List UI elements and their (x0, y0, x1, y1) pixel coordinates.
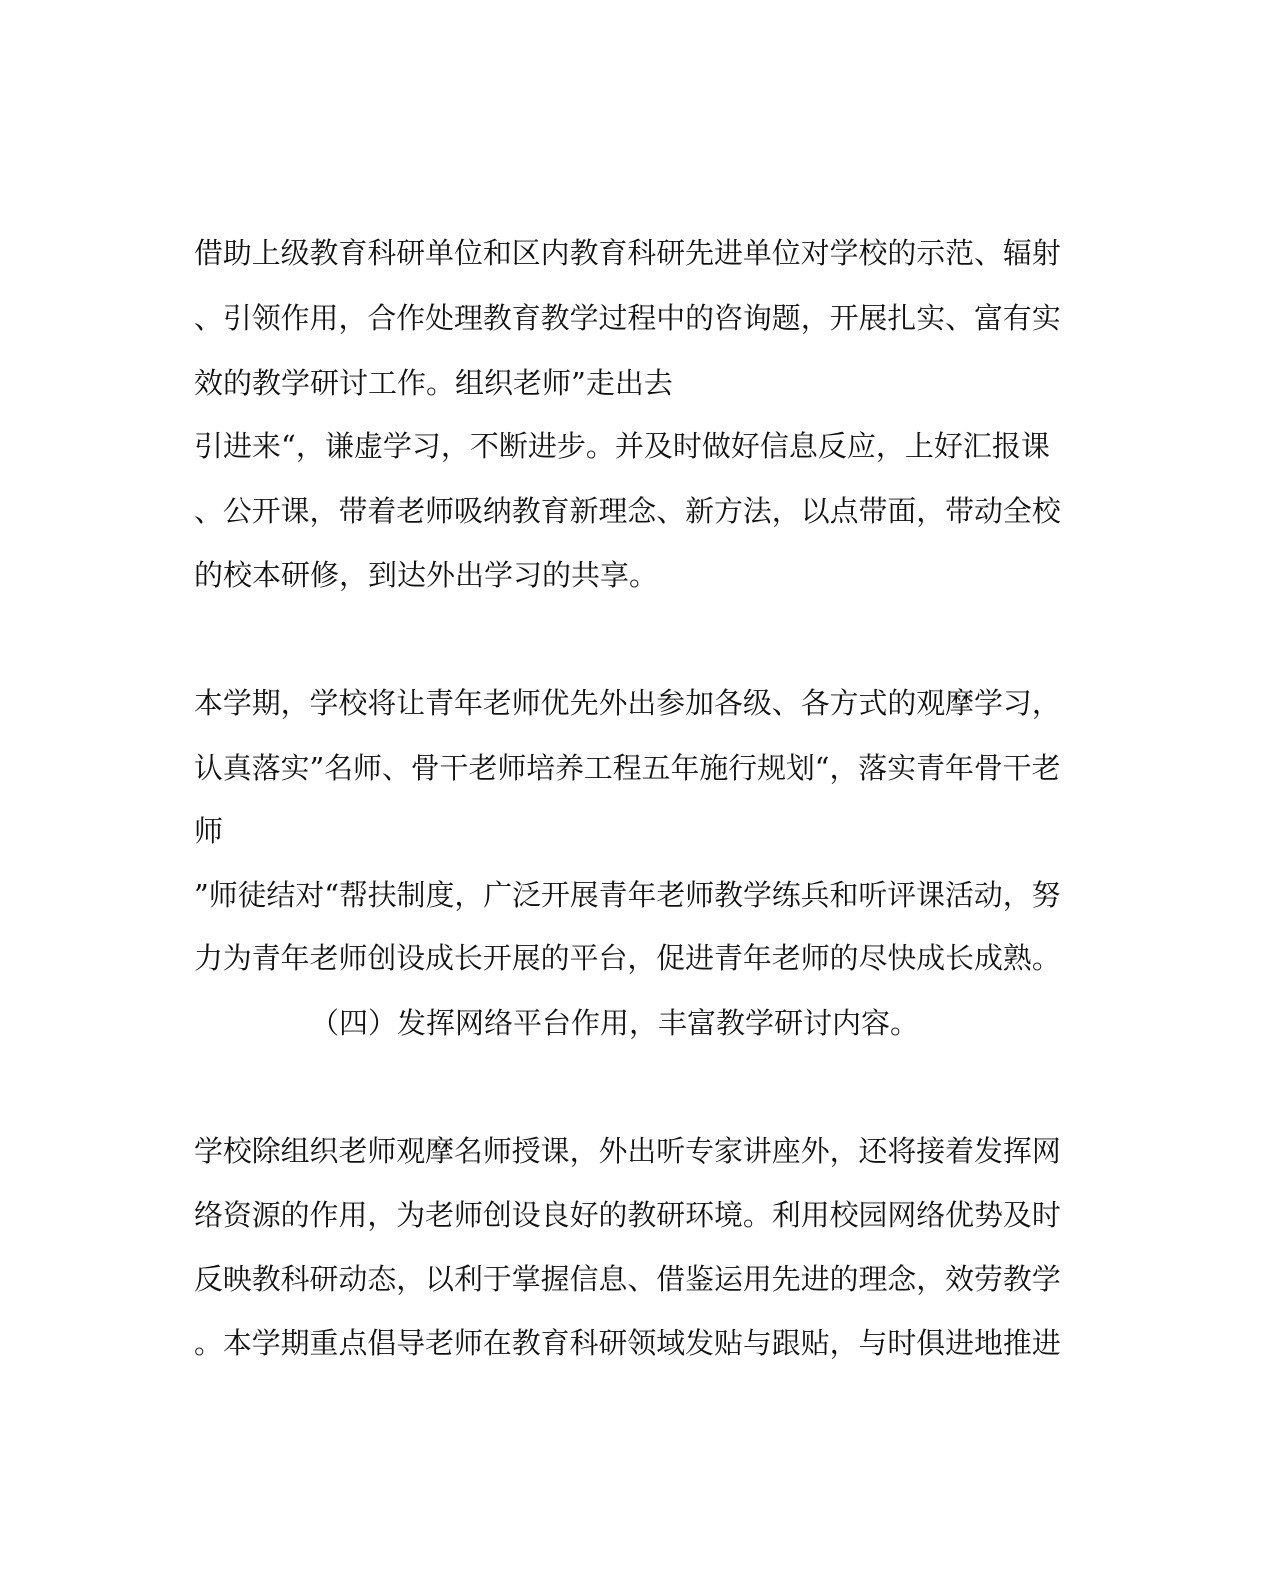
section-heading: （四）发挥网络平台作用，丰富教学研讨内容。 (310, 1006, 920, 1040)
paragraph-3-line-2: 络资源的作用，为老师创设良好的教研环境。利用校园网络优势及时 (194, 1198, 1061, 1232)
paragraph-2-line-1: 本学期，学校将让青年老师优先外出参加各级、各方式的观摩学习， (194, 686, 1061, 720)
paragraph-1-line-6: 的校本研修，到达外出学习的共享。 (194, 558, 659, 592)
paragraph-2-line-4: ”师徒结对“帮扶制度，广泛开展青年老师教学练兵和听评课活动，努 (194, 878, 1061, 912)
paragraph-3-line-3: 反映教科研动态，以利于掌握信息、借鉴运用先进的理念，效劳教学 (194, 1262, 1061, 1296)
paragraph-2-line-3: 师 (194, 814, 224, 848)
paragraph-3-line-4: 。本学期重点倡导老师在教育科研领域发贴与跟贴，与时俱进地推进 (194, 1326, 1061, 1360)
paragraph-1-line-1: 借助上级教育科研单位和区内教育科研先进单位对学校的示范、辐射 (194, 236, 1061, 270)
paragraph-3-line-1: 学校除组织老师观摩名师授课，外出听专家讲座外，还将接着发挥网 (194, 1134, 1061, 1168)
paragraph-2-line-2: 认真落实”名师、骨干老师培养工程五年施行规划“，落实青年骨干老 (194, 751, 1061, 785)
paragraph-2-line-5: 力为青年老师创设成长开展的平台，促进青年老师的尽快成长成熟。 (194, 941, 1061, 975)
paragraph-1-line-2: 、引领作用，合作处理教育教学过程中的咨询题，开展扎实、富有实 (194, 301, 1061, 335)
paragraph-1-line-4: 引进来“，谦虚学习，不断进步。并及时做好信息反应，上好汇报课 (194, 429, 1050, 463)
paragraph-1-line-3: 效的教学研讨工作。组织老师”走出去 (194, 366, 673, 400)
paragraph-1-line-5: 、公开课，带着老师吸纳教育新理念、新方法，以点带面，带动全校 (194, 494, 1061, 528)
